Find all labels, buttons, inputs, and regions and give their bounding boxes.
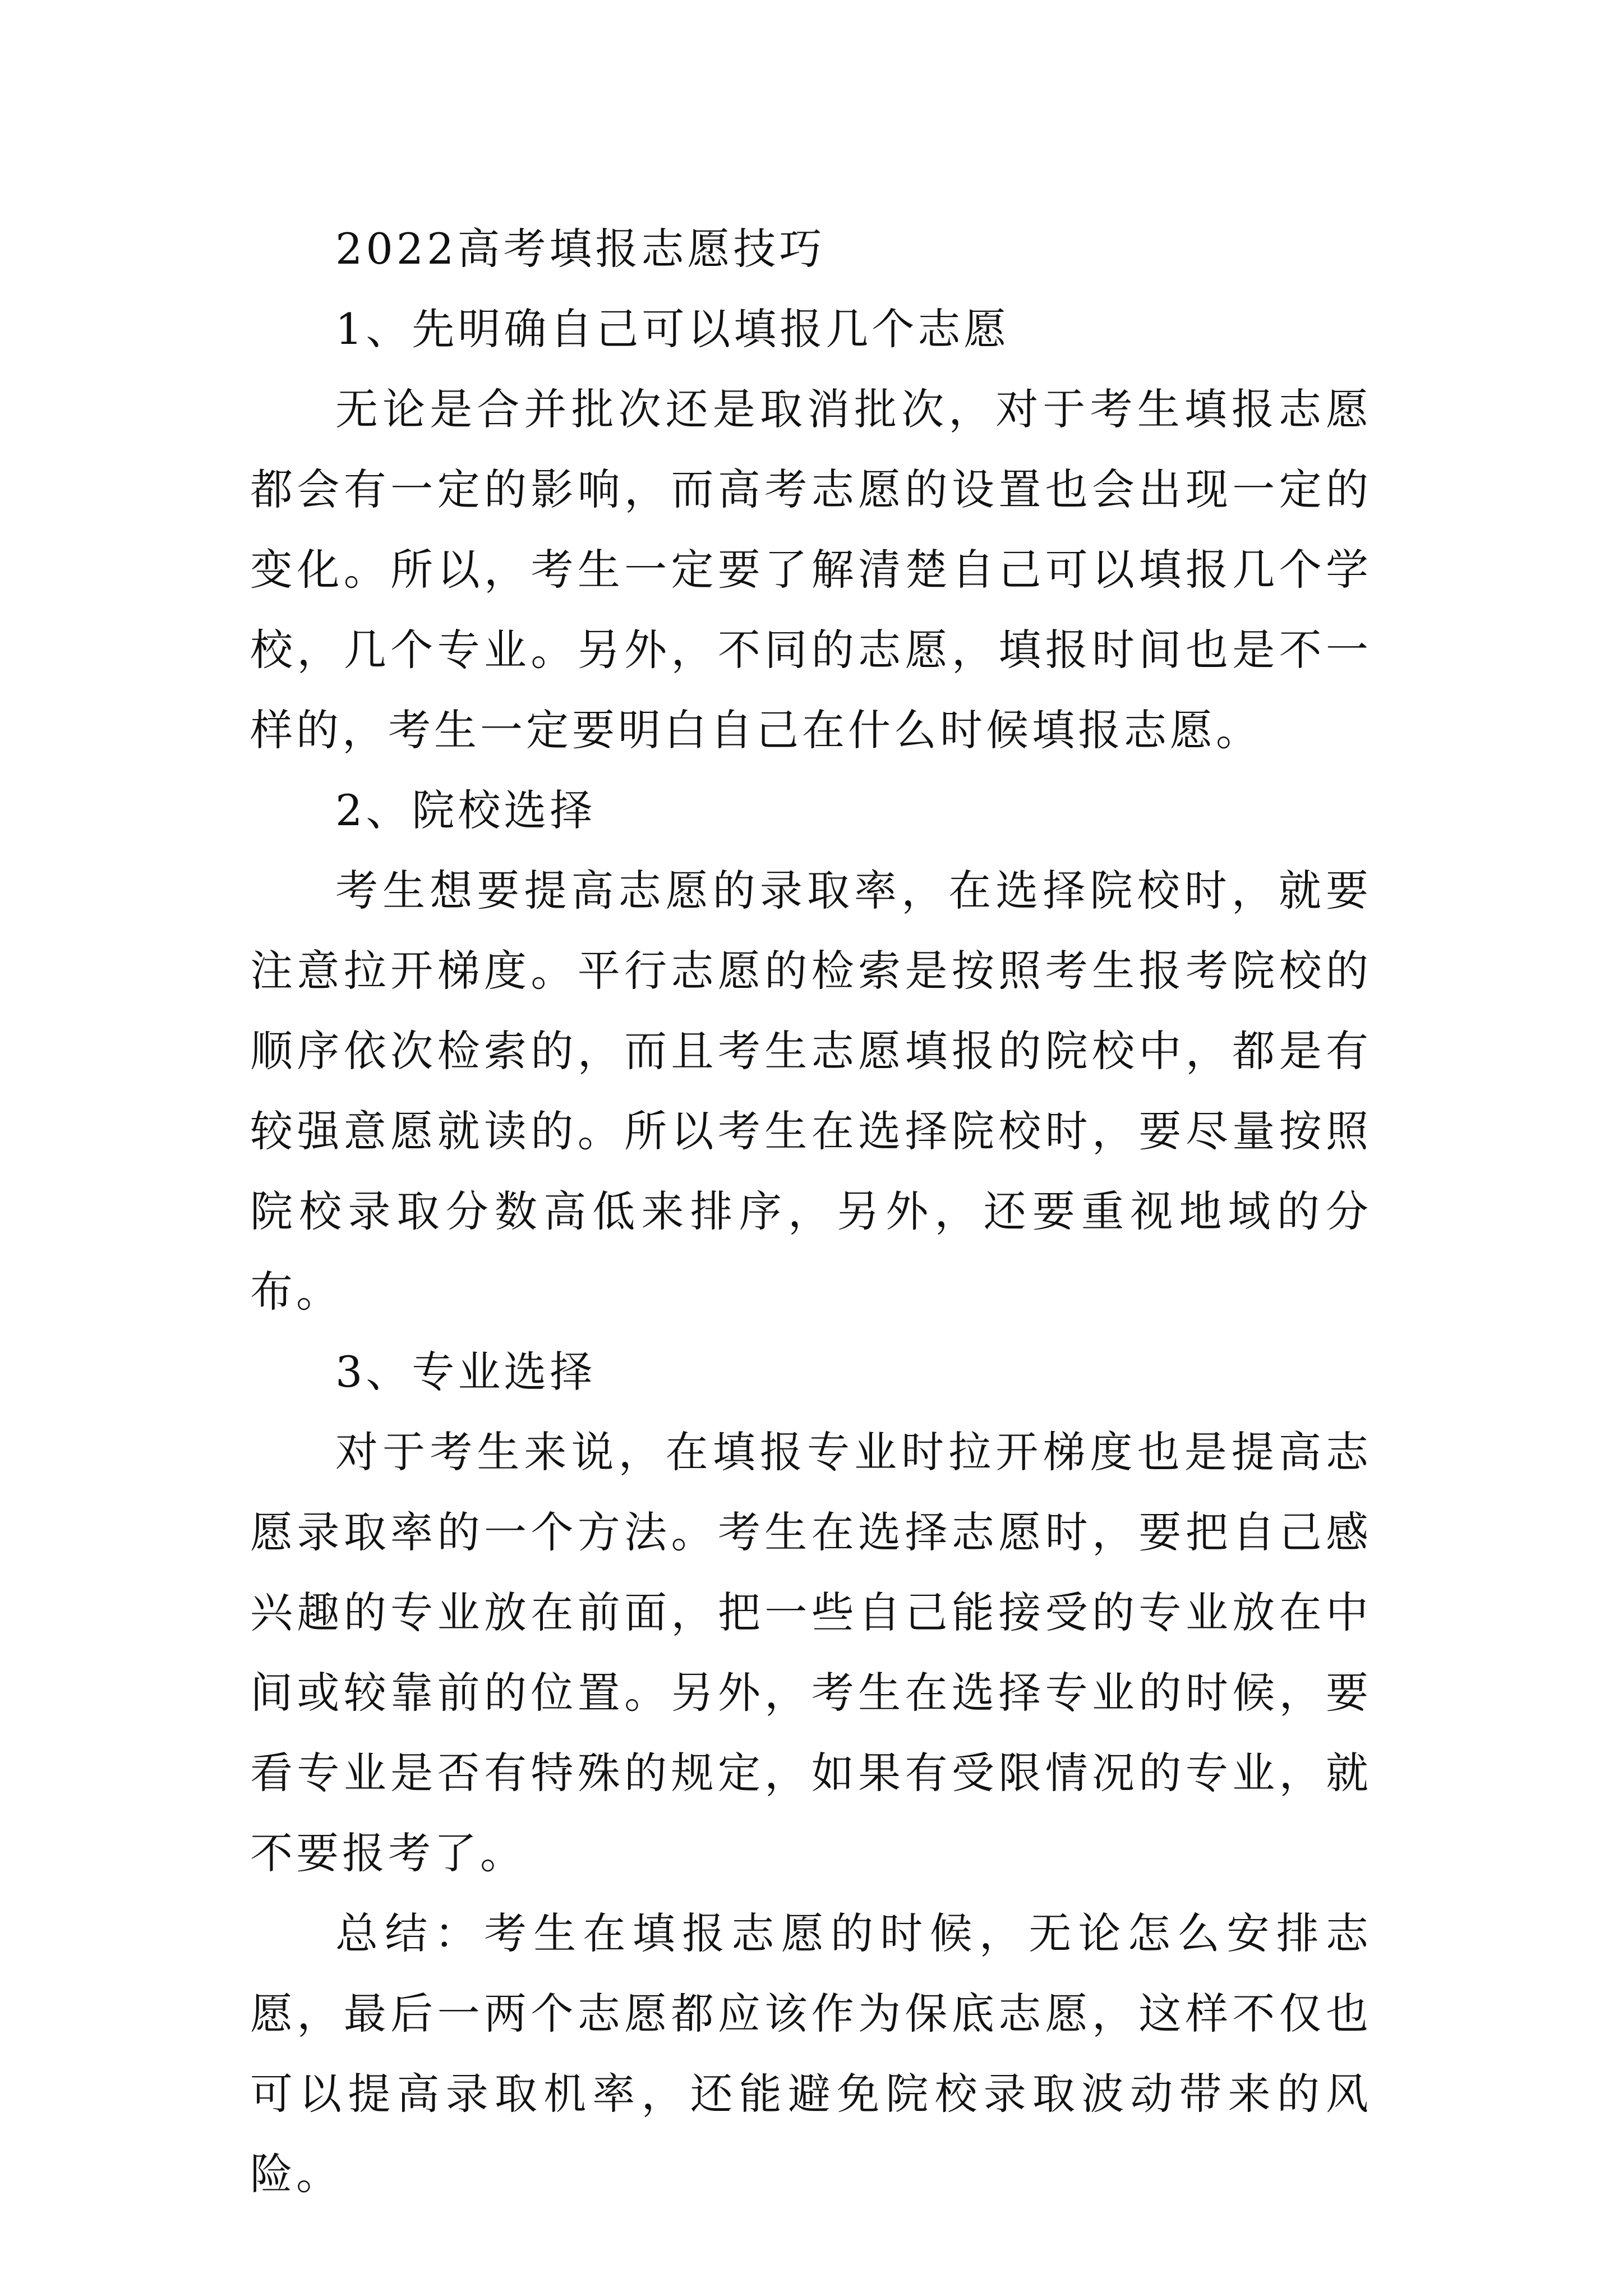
section-1-heading: 1、先明确自己可以填报几个志愿 — [335, 304, 1010, 354]
section-2-body: 考生想要提高志愿的录取率，在选择院校时，就要注意拉开梯度。平行志愿的检索是按照考生报考院校的顺序依次检索的，而且考生志愿填报的院校中，都是有较强意愿就读的。所以考生在选择院校时，要尽量按照院校录取分数高低来排序，另外，还要重视地域的分布。 — [250, 866, 1372, 1317]
section-1-body: 无论是合并批次还是取消批次，对于考生填报志愿都会有一定的影响，而高考志愿的设置也会出现一定的变化。所以，考生一定要了解清楚自己可以填报几个学校，几个专业。另外，不同的志愿，填报时间也是不一样的，考生一定要明白自己在什么时候填报志愿。 — [250, 384, 1372, 755]
section-3-heading: 3、专业选择 — [335, 1347, 596, 1397]
section-2-heading: 2、院校选择 — [335, 785, 596, 835]
summary-paragraph: 总结：考生在填报志愿的时候，无论怎么安排志愿，最后一两个志愿都应该作为保底志愿，这样不仅也可以提高录取机率，还能避免院校录取波动带来的风险。 — [250, 1908, 1372, 2199]
document-title: 2022高考填报志愿技巧 — [335, 224, 826, 274]
document-body — [250, 209, 1372, 2214]
section-3-body: 对于考生来说，在填报专业时拉开梯度也是提高志愿录取率的一个方法。考生在选择志愿时，要把自己感兴趣的专业放在前面，把一些自己能接受的专业放在中间或较靠前的位置。另外，考生在选择专业的时候，要看专业是否有特殊的规定，如果有受限情况的专业，就不要报考了。 — [250, 1427, 1372, 1878]
